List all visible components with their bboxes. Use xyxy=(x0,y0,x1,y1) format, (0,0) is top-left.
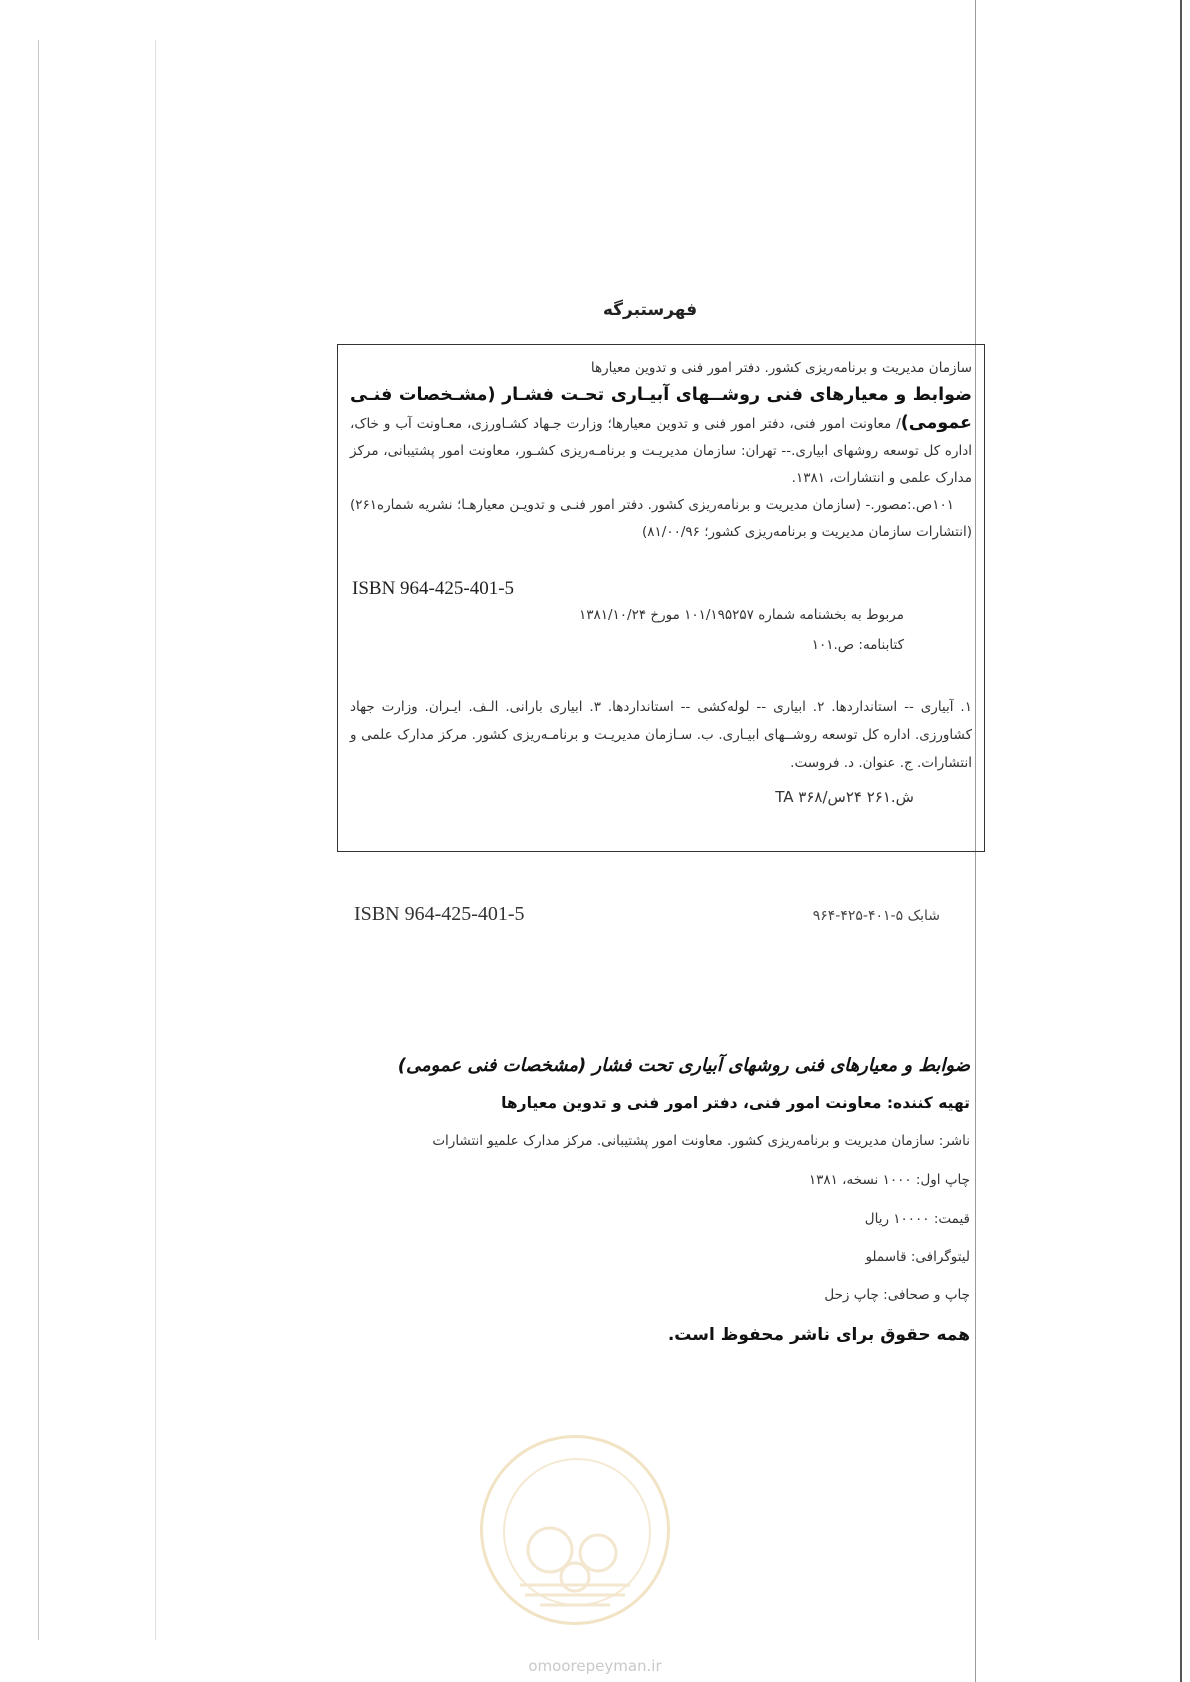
colophon-edition: چاپ اول: ۱۰۰۰ نسخه، ۱۳۸۱ xyxy=(808,1172,970,1188)
colophon-rights: همه حقوق برای ناشر محفوظ است. xyxy=(667,1325,970,1345)
watermark-url: omoorepeyman.ir xyxy=(528,1657,662,1675)
scan-margin-left xyxy=(38,40,39,1640)
page-title: فهرستبرگه xyxy=(602,300,698,320)
scan-margin-inner xyxy=(155,40,156,1640)
cip-body-2: ۱۰۱ص.:مصور.- (سازمان مدیریت و برنامه‌ریزی کشور. دفتر امور فنـی و تدویـن معیارهـا؛ نشریه شماره۲۶۱) (انتشارات سازمان مدیریت و برنامه‌ریزی کشور؛ ۸۱/۰۰/۹۶) xyxy=(350,497,972,540)
cip-related-decree: مربوط به بخشنامه شماره ۱۰۱/۱۹۵۲۵۷ مورخ ۱۳۸۱/۱۰/۲۴ xyxy=(578,607,904,623)
cip-record-box xyxy=(337,344,985,852)
colophon-prepared-by: تهیه کننده: معاونت امور فنی، دفتر امور فنی و تدوین معیارها xyxy=(501,1094,970,1112)
cip-heading: ضوابط و معیارهای فنی روشــهای آبیـاری تحـت فشـار (مشـخصات فنـی عمومی) xyxy=(350,385,972,433)
isbn-persian: شابک ۵-۴۰۱-۴۲۵-۹۶۴ xyxy=(812,908,940,924)
colophon-lithography: لیتوگرافی: قاسملو xyxy=(865,1249,970,1265)
cip-catalog-text xyxy=(350,355,972,546)
isbn-latin: ISBN 964-425-401-5 xyxy=(354,903,525,925)
cip-isbn: ISBN 964-425-401-5 xyxy=(352,578,515,599)
cip-bibliography: کتابنامه: ص.۱۰۱ xyxy=(811,637,904,653)
watermark-gear-icon xyxy=(480,1435,670,1625)
cip-classification: ش.۲۶۱ ۲۴س/۳۶۸ TA xyxy=(775,788,914,806)
cip-body-1: / معاونت امور فنی، دفتر امور فنی و تدوین معیارها؛ وزارت جـهاد کشـاورزی، معـاونت آب و خاک، اداره کل توسعه روشهای ابیاری.-- تهران: سازمان مدیریـت و برنامـه‌ریزی کشـور، معاونت امور پشتیبانی، مرکز مدارک علمی و انتشارات، ۱۳۸۱. xyxy=(350,416,972,486)
colophon-printing: چاپ و صحافی: چاپ زحل xyxy=(824,1287,970,1303)
watermark-seal-icon xyxy=(480,1435,670,1625)
cip-subjects: ۱. آبیاری -- استانداردها. ۲. ابیاری -- لوله‌کشی -- استانداردها. ۳. ابیاری بارانی. الـف. ایـران. وزارت جهاد کشاورزی. اداره کل توسعه روشــهای ابیـاری. ب. سـازمان مدیریـت و برنامـه‌ریزی کشور. مرکز مدارک علمی و انتشارات. ج. عنوان. د. فروست. xyxy=(350,699,972,771)
colophon-price: قیمت: ۱۰۰۰۰ ریال xyxy=(864,1211,970,1227)
colophon-title: ضوابط و معیارهای فنی روشهای آبیاری تحت فشار (مشخصات فنی عمومی) xyxy=(397,1055,970,1076)
scan-edge-right xyxy=(1180,0,1182,1682)
cip-author-line: سازمان مدیریت و برنامه‌ریزی کشور. دفتر امور فنی و تدوین معیارها xyxy=(590,360,972,376)
cip-title-paragraph xyxy=(350,382,972,492)
colophon-publisher: ناشر: سازمان مدیریت و برنامه‌ریزی کشور. معاونت امور پشتیبانی. مرکز مدارک علمیو انتشارات xyxy=(432,1133,970,1149)
